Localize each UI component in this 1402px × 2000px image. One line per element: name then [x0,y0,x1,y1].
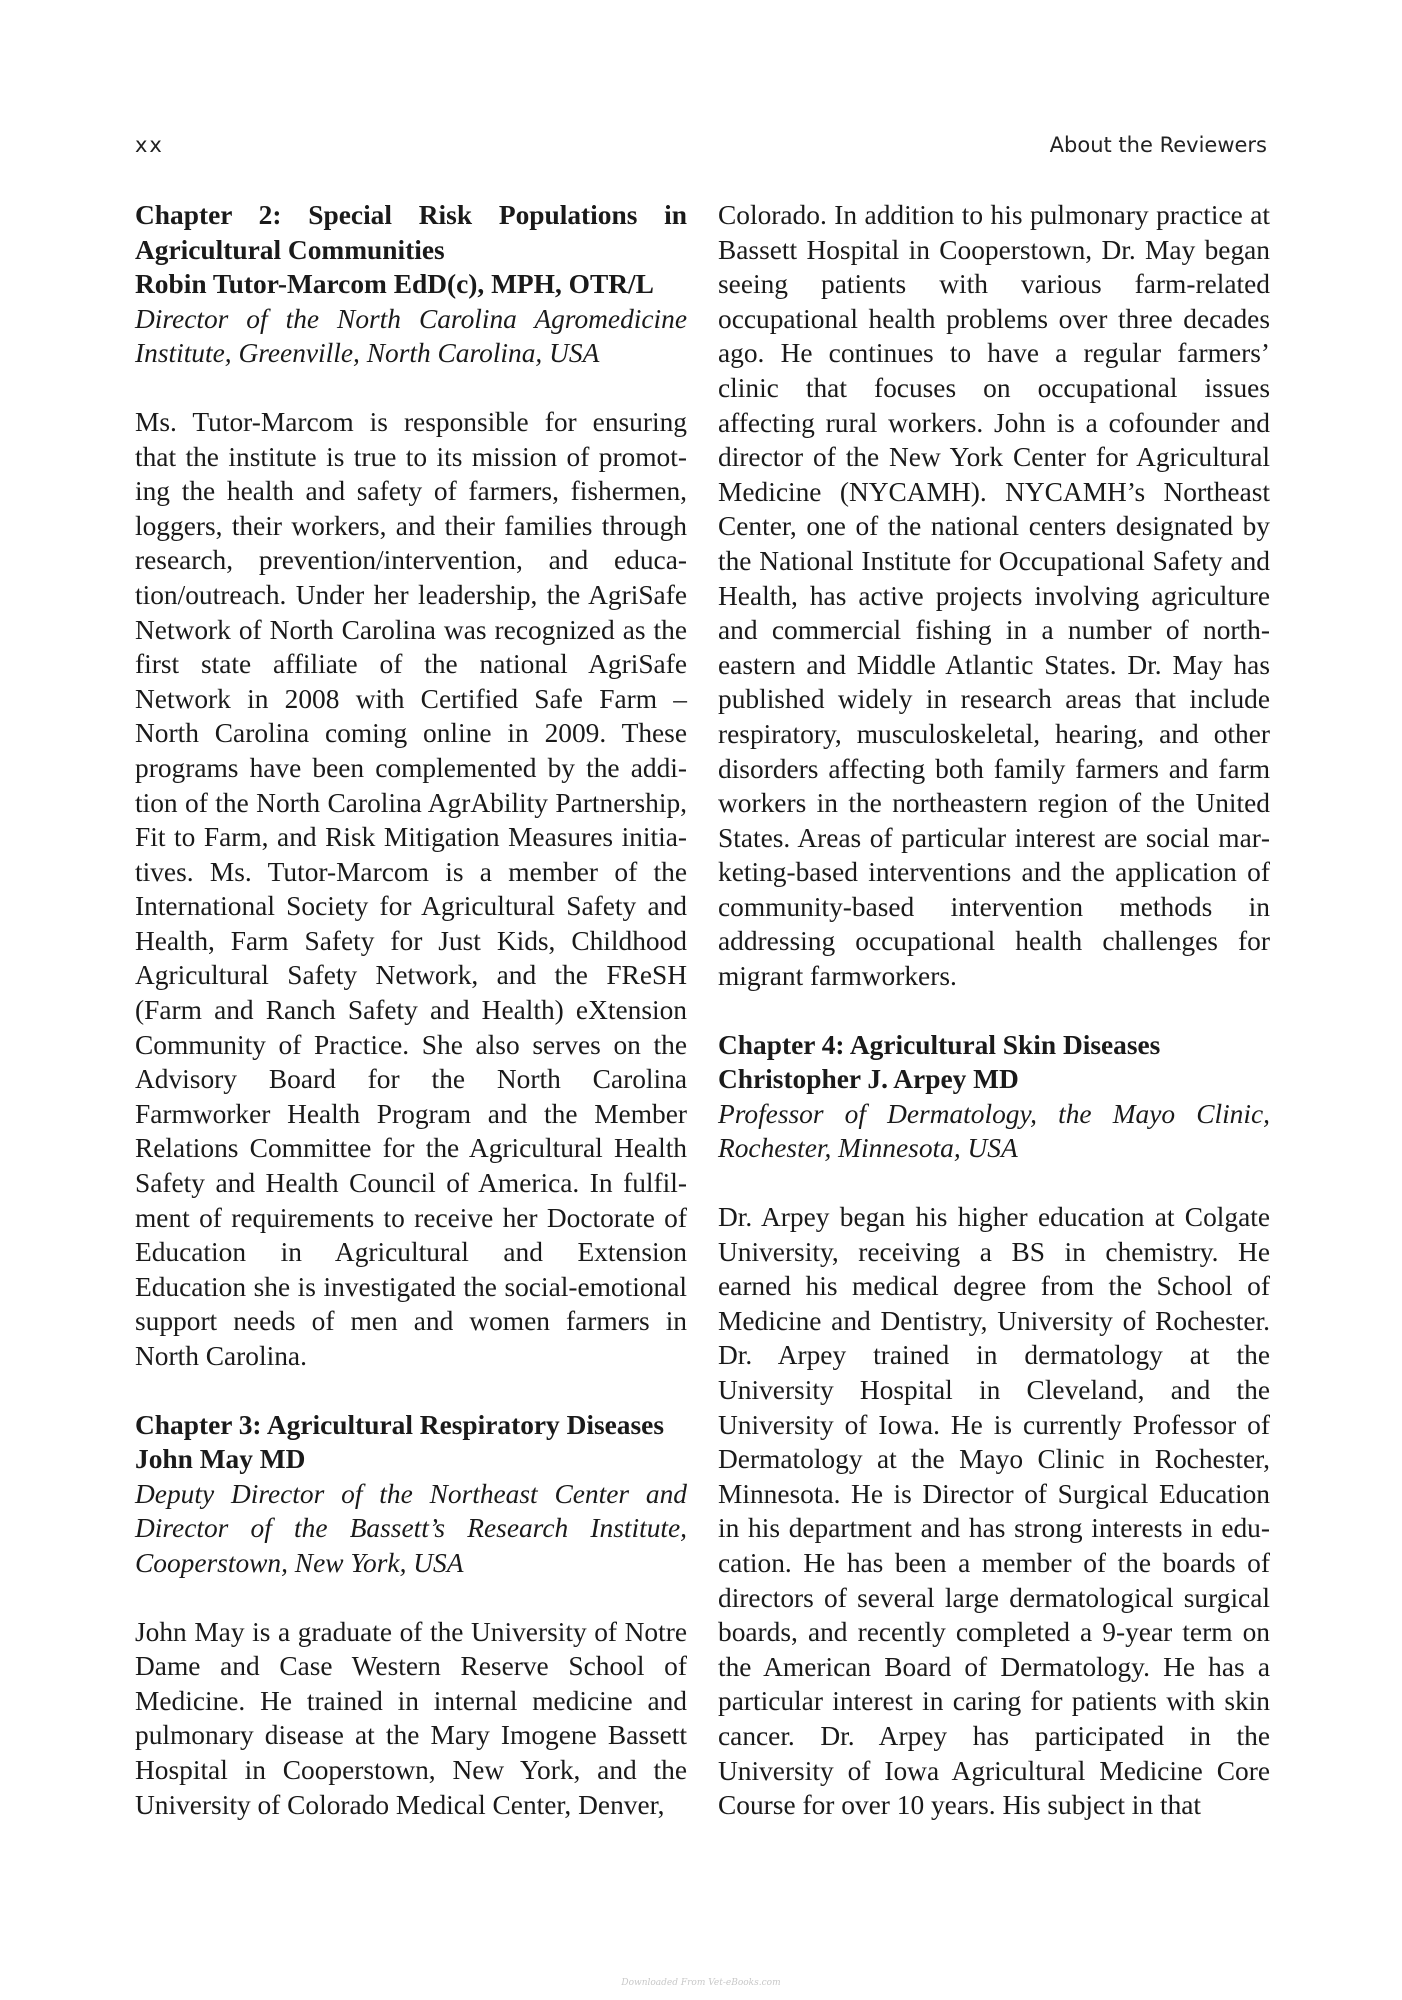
reviewer-bio-continued: Colorado. In addition to his pulmonary practice at Bassett Hospital in Cooperstown, Dr. May began seeing patients with various farm-related occupational health problems over three decades ago. He continues to have a regular farmers’ clinic that focuses on occupational issues affecting rural workers. John is a cofounder and director of the New York Center for Agricultural Medicine (NYCAMH). NYCAMH’s Northeast Center, one of the national centers designated by the National Institute for Occupational Safety and Health, has active projects involving agriculture and commercial fishing in a number of northeastern and Middle Atlantic States. Dr. May has published widely in research areas that include respiratory, musculoskeletal, hearing, and other disorders affecting both family farmers and farm workers in the northeastern region of the United States. Areas of particular interest are social marketing-based interventions and the application of community-based intervention methods in addressing occupational health challenges for migrant farmworkers. [718,200,1270,992]
running-head: About the Reviewers [1049,133,1267,157]
chapter-title: Chapter 3: Agricultural Respiratory Diseases [135,1409,664,1440]
left-column [135,198,687,1856]
reviewer-bio: Dr. Arpey began his higher education at Colgate University, receiving a BS in chemistry. He earned his medical degree from the School of Medicine and Dentistry, University of Rochester. Dr. Arpey trained in dermatology at the University Hospital in Cleveland, and the University of Iowa. He is currently Professor of Dermatology at the Mayo Clinic in Rochester, Minnesota. He is Director of Surgical Education in his department and has strong interests in education. He has been a member of the boards of directors of several large dermatological surgical boards, and recently completed a 9-year term on the American Board of Dermatology. He has a particular interest in caring for patients with skin cancer. Dr. Arpey has participated in the University of Iowa Agricultural Medicine Core Course for over 10 years. His subject in that [718,1202,1270,1821]
reviewer-name: John May MD [135,1444,306,1475]
right-column [718,198,1270,1857]
chapter-4-section [718,1028,1270,1823]
reviewer-bio: John May is a graduate of the University of Notre Dame and Case Western Reserve School of Medicine. He trained in internal medicine and pulmonary disease at the Mary Imogene Bassett Hospital in Cooperstown, New York, and the University of Colorado Medical Center, Denver, [135,1616,687,1820]
chapter-3-section [135,1408,687,1823]
reviewer-name: Christopher J. Arpey MD [718,1064,1019,1095]
reviewer-affiliation: Deputy Director of the Northeast Center and Director of the Bassett’s Research Institute, Cooperstown, New York, USA [135,1478,687,1578]
download-watermark: Downloaded From Vet-eBooks.com [621,1978,781,1988]
chapter-3-continued-section [718,198,1270,994]
reviewer-affiliation: Professor of Dermatology, the Mayo Clinic, Rochester, Minnesota, USA [718,1098,1270,1164]
page-number: xx [135,133,164,157]
reviewer-bio: Ms. Tutor-Marcom is responsible for ensuring that the institute is true to its mission of promoting the health and safety of farmers, fishermen, loggers, their workers, and their families through research, prevention/intervention, and education/outreach. Under her leadership, the AgriSafe Network of North Carolina was recognized as the first state affiliate of the national AgriSafe Network in 2008 with Certified Safe Farm – North Carolina coming online in 2009. These programs have been complemented by the addition of the North Carolina AgrAbility Partnership, Fit to Farm, and Risk Mitigation Measures initiatives. Ms. Tutor-Marcom is a member of the International Society for Agricultural Safety and Health, Farm Safety for Just Kids, Childhood Agricultural Safety Network, and the FReSH (Farm and Ranch Safety and Health) eXtension Community of Practice. She also serves on the Advisory Board for the North Carolina Farmworker Health Program and the Member Relations Committee for the Agricultural Health Safety and Health Council of America. In fulfilment of requirements to receive her Doctorate of Education in Agricultural and Extension Education she is investigated the social-emotional support needs of men and women farmers in North Carolina. [135,406,687,1371]
chapter-2-section [135,198,687,1374]
reviewer-name: Robin Tutor-Marcom EdD(c), MPH, OTR/L [135,269,654,300]
chapter-title: Chapter 4: Agricultural Skin Diseases [718,1029,1161,1060]
chapter-title: Chapter 2: Special Risk Populations in Agricultural Communities [135,200,687,265]
page-header [135,133,1267,167]
reviewer-affiliation: Director of the North Carolina Agromedicine Institute, Greenville, North Carolina, USA [135,303,687,369]
